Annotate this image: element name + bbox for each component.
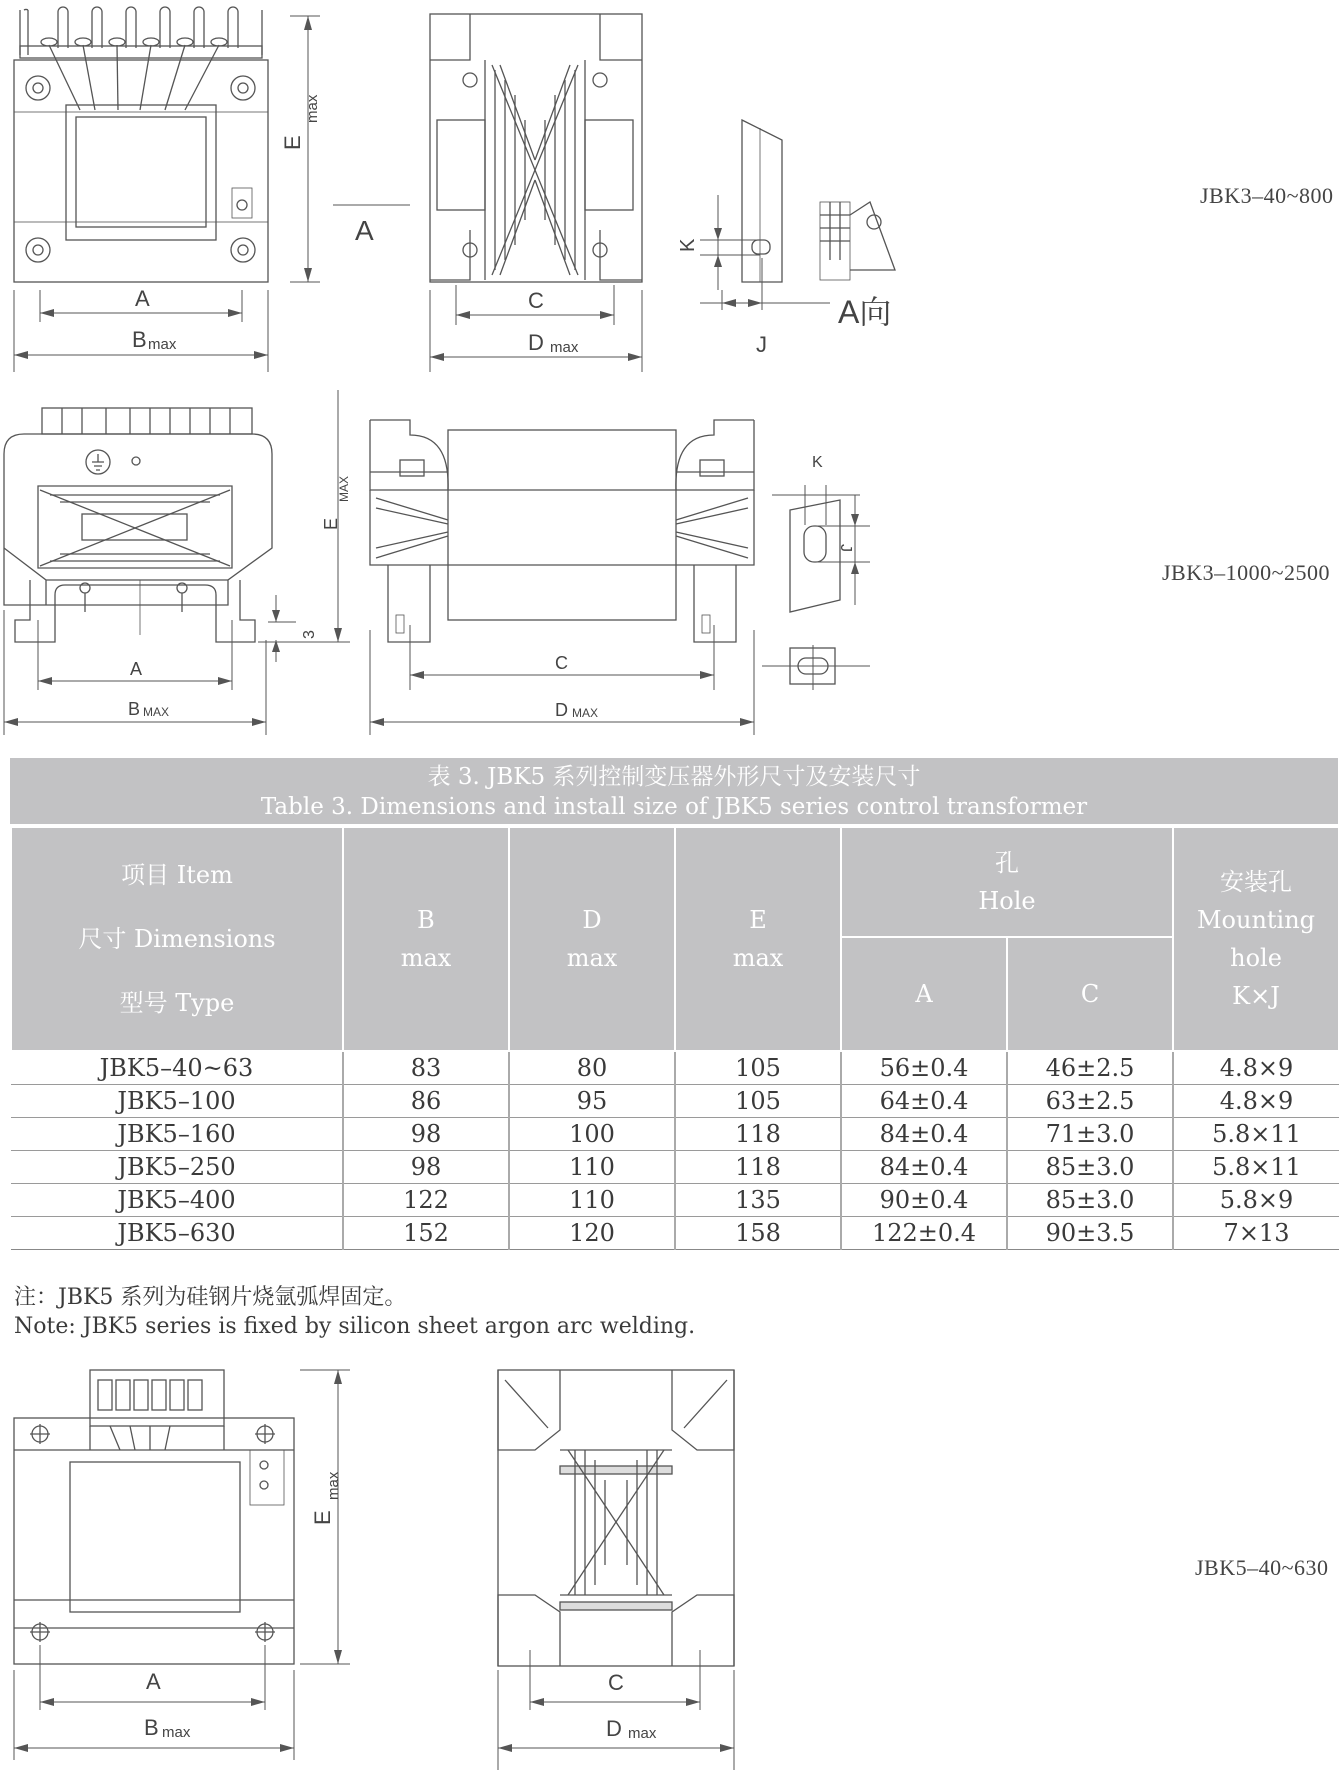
cell-e: 118 (675, 1118, 841, 1151)
dim-e-sub: max (304, 94, 321, 123)
view-a-marker (333, 205, 410, 246)
cell-kj: 5.8×11 (1173, 1151, 1339, 1184)
dim-b-sub: MAX (143, 705, 170, 719)
cell-d: 110 (509, 1184, 675, 1217)
dim-d-label: D (606, 1716, 622, 1741)
cell-b: 86 (343, 1085, 509, 1118)
dim-c-label: C (608, 1670, 624, 1695)
cell-type: JBK5–630 (11, 1217, 343, 1250)
dim-a-label: A (146, 1669, 161, 1694)
front-view (4, 408, 272, 642)
header-hole-c: C (1007, 937, 1173, 1051)
table-row (11, 1217, 1339, 1250)
front-view (14, 7, 268, 282)
dim-c-mid (410, 625, 714, 690)
cell-d: 110 (509, 1151, 675, 1184)
cell-b: 152 (343, 1217, 509, 1250)
terminal-screws (41, 38, 227, 46)
header-type-label: 型号 Type (119, 989, 235, 1017)
header-hole-en: Hole (978, 887, 1036, 915)
dim-j-label: J (756, 332, 767, 357)
drawing-jbk3-1000-2500 (0, 390, 1343, 750)
dim-a-top (40, 286, 242, 322)
cell-d: 120 (509, 1217, 675, 1250)
table-title-cn: 表 3. JBK5 系列控制变压器外形尺寸及安装尺寸 (427, 764, 921, 790)
dim-c-top (456, 285, 614, 325)
dim-a-bottom (40, 1645, 265, 1710)
dim-a-mid (38, 620, 232, 690)
drawing-jbk5-40-630 (0, 1350, 1343, 1782)
table-row (11, 1051, 1339, 1085)
header-hole-cn: 孔 (995, 849, 1019, 877)
header-mounting-hole (1173, 827, 1339, 1051)
cell-c: 85±3.0 (1007, 1151, 1173, 1184)
drawing-jbk3-40-800 (0, 0, 1343, 390)
dim-d-label: D (555, 700, 568, 720)
front-view (14, 1370, 294, 1664)
cell-a: 122±0.4 (841, 1217, 1007, 1250)
header-item (11, 827, 343, 1051)
cell-e: 105 (675, 1051, 841, 1085)
header-dimensions-label: 尺寸 Dimensions (78, 925, 276, 953)
dim-e-bottom (300, 1370, 350, 1664)
cell-b: 98 (343, 1151, 509, 1184)
cell-b: 98 (343, 1118, 509, 1151)
header-mount-en: Mounting hole (1196, 906, 1316, 972)
cell-kj: 5.8×11 (1173, 1118, 1339, 1151)
dim-d-mid (370, 630, 754, 735)
cell-kj: 5.8×9 (1173, 1184, 1339, 1217)
header-d-label: D (582, 906, 602, 934)
dim-a-label: A (135, 286, 150, 311)
dim-3-label: 3 (301, 630, 318, 639)
cell-d: 100 (509, 1118, 675, 1151)
dim-e-sub: max (325, 1471, 342, 1500)
model-label-jbk5-40-630: JBK5–40~630 (1195, 1555, 1329, 1580)
spec-table (10, 826, 1340, 1250)
dim-j-label: J (837, 544, 854, 552)
header-mount-kj: K×J (1232, 982, 1280, 1010)
note (14, 1283, 695, 1341)
side-view (430, 14, 642, 282)
note-en: Note: JBK5 series is fixed by silicon sheet argon arc welding. (14, 1314, 696, 1339)
dim-b-label: B (144, 1715, 159, 1740)
cell-c: 85±3.0 (1007, 1184, 1173, 1217)
cell-type: JBK5–160 (11, 1118, 343, 1151)
dim-e-mid (245, 390, 351, 642)
dim-b-label: B (128, 699, 141, 719)
cell-e: 158 (675, 1217, 841, 1250)
view-a-label: A (355, 215, 374, 246)
cell-e: 135 (675, 1184, 841, 1217)
cell-a: 90±0.4 (841, 1184, 1007, 1217)
cell-d: 95 (509, 1085, 675, 1118)
header-b-sub: max (400, 944, 452, 972)
dim-d-sub: max (550, 339, 579, 356)
cell-b: 122 (343, 1184, 509, 1217)
header-mount-cn: 安装孔 (1220, 868, 1293, 896)
dim-e-label: E (310, 1510, 335, 1525)
cell-kj: 4.8×9 (1173, 1085, 1339, 1118)
table-row (11, 1118, 1339, 1151)
cell-c: 71±3.0 (1007, 1118, 1173, 1151)
table-title (10, 758, 1338, 826)
header-e-label: E (749, 906, 767, 934)
model-label-jbk3-1000-2500: JBK3–1000~2500 (1162, 560, 1331, 585)
header-item-label: 项目 Item (121, 861, 233, 889)
cell-type: JBK5–400 (11, 1184, 343, 1217)
table-body (11, 1051, 1339, 1250)
side-view (370, 420, 754, 642)
note-cn: 注：JBK5 系列为硅钢片烧氩弧焊固定。 (14, 1285, 407, 1310)
table-title-en: Table 3. Dimensions and install size of JBK5 series control transformer (260, 794, 1088, 820)
header-e (675, 827, 841, 1051)
detail-a-view (677, 120, 895, 357)
dim-b-sub: max (148, 336, 177, 353)
cell-a: 64±0.4 (841, 1085, 1007, 1118)
header-e-sub: max (732, 944, 784, 972)
view-a-direction-label: A向 (838, 294, 892, 330)
side-view (498, 1370, 734, 1666)
dim-d-sub: max (628, 1725, 657, 1742)
dim-e-top (280, 16, 321, 282)
detail-hole-view (762, 454, 870, 690)
dim-c-label: C (555, 653, 568, 673)
header-b (343, 827, 509, 1051)
dim-b-label: B (132, 327, 147, 352)
dim-d-label: D (528, 330, 544, 355)
dim-e-sub: MAX (337, 475, 351, 502)
dim-e-label: E (280, 135, 305, 150)
cell-kj: 7×13 (1173, 1217, 1339, 1250)
dim-k-label: K (677, 238, 699, 252)
dimensions-table (10, 758, 1338, 1250)
cell-a: 84±0.4 (841, 1151, 1007, 1184)
model-label-jbk3-40-800: JBK3–40~800 (1200, 183, 1334, 208)
dim-c-bottom (530, 1650, 700, 1710)
cell-type: JBK5–40~63 (11, 1051, 343, 1085)
header-hole (841, 827, 1173, 937)
dim-d-sub: MAX (572, 706, 599, 720)
cell-type: JBK5–100 (11, 1085, 343, 1118)
cell-a: 56±0.4 (841, 1051, 1007, 1085)
dim-c-label: C (528, 288, 544, 313)
table-row (11, 1085, 1339, 1118)
dim-b-sub: max (162, 1724, 191, 1741)
dim-3 (268, 595, 318, 662)
header-d (509, 827, 675, 1051)
cell-e: 118 (675, 1151, 841, 1184)
cell-e: 105 (675, 1085, 841, 1118)
header-hole-a: A (841, 937, 1007, 1051)
header-d-sub: max (566, 944, 618, 972)
cell-c: 63±2.5 (1007, 1085, 1173, 1118)
cell-c: 46±2.5 (1007, 1051, 1173, 1085)
cell-a: 84±0.4 (841, 1118, 1007, 1151)
dim-k-label: K (812, 454, 823, 471)
header-b-label: B (417, 906, 435, 934)
cell-kj: 4.8×9 (1173, 1051, 1339, 1085)
table-row (11, 1151, 1339, 1184)
dim-a-label: A (130, 659, 143, 679)
cell-d: 80 (509, 1051, 675, 1085)
dim-e-label: E (321, 517, 341, 530)
cell-c: 90±3.5 (1007, 1217, 1173, 1250)
table-row (11, 1184, 1339, 1217)
cell-b: 83 (343, 1051, 509, 1085)
cell-type: JBK5–250 (11, 1151, 343, 1184)
